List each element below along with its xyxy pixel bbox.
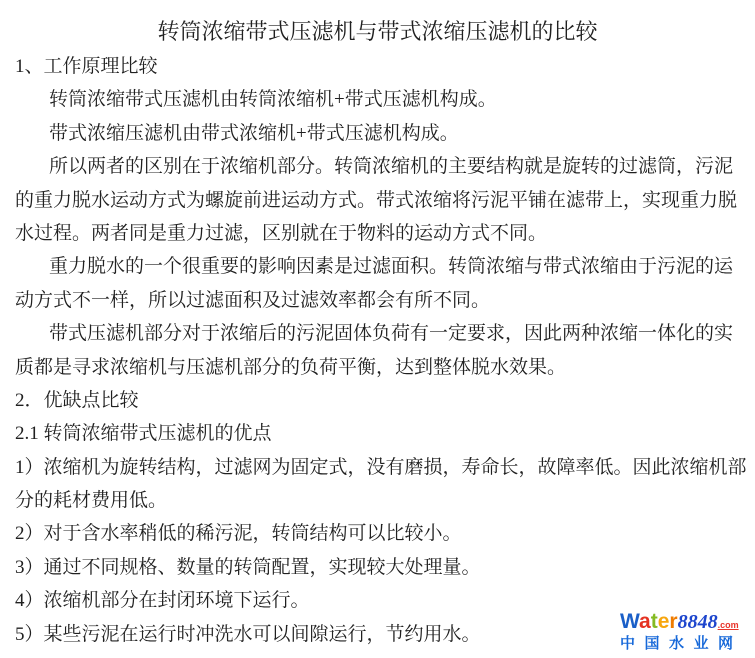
water8848-wordmark <box>620 611 742 632</box>
list-item-3: 3）通过不同规格、数量的转筒配置，实现较大处理量。 <box>15 556 481 578</box>
water8848-logo <box>620 611 742 651</box>
heading-2: 2．优缺点比较 <box>15 389 139 411</box>
logo-number: 8848 <box>677 611 718 633</box>
list-item-4: 4）浓缩机部分在封闭环境下运行。 <box>15 590 310 612</box>
water8848-subtitle: 中国水业网 <box>620 635 743 652</box>
logo-tld: .com <box>717 620 739 630</box>
paragraph-line: 质都是寻求浓缩机与压滤机部分的负荷平衡，达到整体脱水效果。 <box>15 356 567 378</box>
document-title: 转筒浓缩带式压滤机与带式浓缩压滤机的比较 <box>157 19 598 44</box>
paragraph-line: 重力脱水的一个很重要的影响因素是过滤面积。转筒浓缩与带式浓缩由于污泥的运 <box>49 256 734 278</box>
logo-letter-e: e <box>657 610 670 633</box>
heading-1: 1、工作原理比较 <box>15 56 158 77</box>
paragraph-line: 水过程。两者同是重力过滤，区别就在于物料的运动方式不同。 <box>15 222 548 244</box>
logo-letter-r: r <box>669 610 678 633</box>
logo-letter-t: t <box>650 610 658 633</box>
list-item-5: 5）某些污泥在运行时冲洗水可以间隙运行，节约用水。 <box>15 623 481 645</box>
logo-letter-a: a <box>639 610 651 633</box>
paragraph-line: 动方式不一样，所以过滤面积及过滤效率都会有所不同。 <box>15 289 491 311</box>
logo-letter-w: W <box>620 610 640 633</box>
paragraph-line: 的重力脱水运动方式为螺旋前进运动方式。带式浓缩将污泥平铺在滤带上，实现重力脱 <box>15 189 738 211</box>
document-body <box>0 50 755 651</box>
paragraph-line: 带式压滤机部分对于浓缩后的污泥固体负荷有一定要求，因此两种浓缩一体化的实 <box>49 323 734 345</box>
heading-2-1: 2.1 转筒浓缩带式压滤机的优点 <box>15 423 272 445</box>
paragraph-line: 所以两者的区别在于浓缩机部分。转筒浓缩机的主要结构就是旋转的过滤筒，污泥 <box>49 156 734 178</box>
list-item-1-cont: 分的耗材费用低。 <box>15 490 168 512</box>
list-item-1: 1）浓缩机为旋转结构，过滤网为固定式，没有磨损，寿命长，故障率低。因此浓缩机部 <box>15 456 747 478</box>
paragraph-line: 转筒浓缩带式压滤机由转筒浓缩机+带式压滤机构成。 <box>49 89 497 111</box>
list-item-2: 2）对于含水率稍低的稀污泥，转筒结构可以比较小。 <box>15 523 462 545</box>
paragraph-line: 带式浓缩压滤机由带式浓缩机+带式压滤机构成。 <box>49 122 459 144</box>
